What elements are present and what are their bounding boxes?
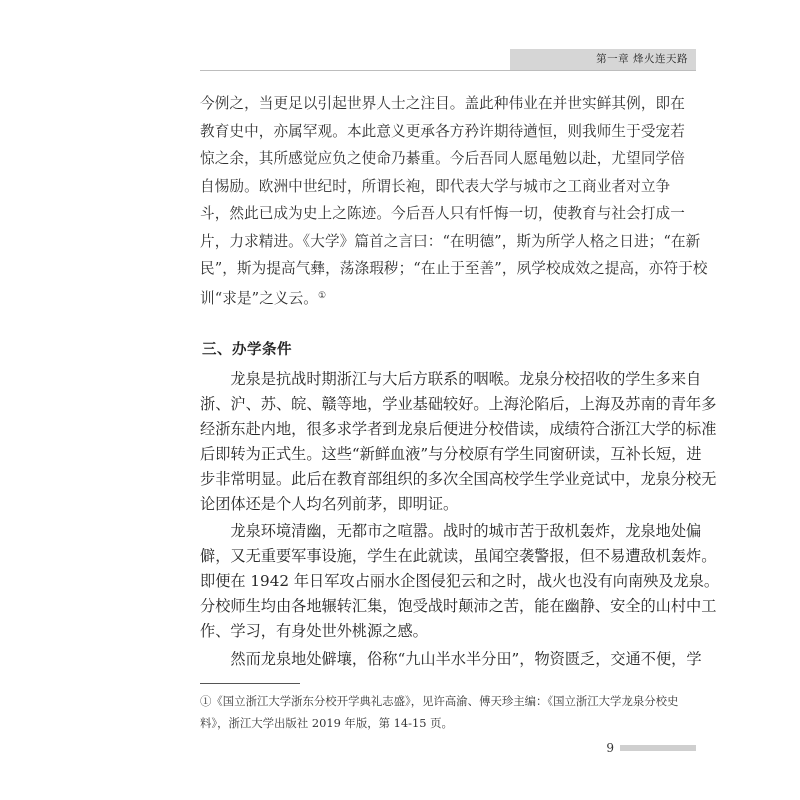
quote-line-last (200, 283, 640, 313)
quote-line: 今例之，当更足以引起世界人士之注目。盖此种伟业在并世实鲜其例，即在 (200, 95, 685, 112)
footnote-line: ①《国立浙江大学浙东分校开学典礼志盛》，见许高渝、傅天珍主编：《国立浙江大学龙泉分校史 (200, 694, 679, 708)
paragraph (200, 367, 717, 516)
body-line: 作、学习，有身处世外桃源之感。 (200, 622, 428, 641)
body-line: 分校师生均由各地辗转汇集，饱受战时颠沛之苦，能在幽静、安全的山村中工 (200, 597, 717, 616)
body-text (200, 367, 720, 672)
paragraph (200, 647, 702, 672)
paragraph (200, 519, 720, 644)
quote-line: 自惕励。欧洲中世纪时，所谓长袍，即代表大学与城市之工商业者对立争 (200, 177, 671, 195)
footnote (200, 690, 679, 734)
page-number: 9 (606, 741, 614, 755)
running-header (510, 49, 696, 70)
quote-line: 片，力求精进。《大学》篇首之言曰：“在明德”，斯为所学人格之日进；“在新 (200, 232, 701, 250)
footnote-line: 料》，浙江大学出版社 2019 年版，第 14-15 页。 (200, 716, 453, 730)
footnote-rule (200, 683, 300, 684)
body-line: 后即转为正式生。这些“新鲜血液”与分校原有学生同窗研读，互补长短，进 (200, 444, 702, 463)
quoted-passage (200, 90, 708, 312)
section-heading: 三、办学条件 (202, 342, 292, 358)
body-line: 龙泉是抗战时期浙江与大后方联系的咽喉。龙泉分校招收的学生多来自 (200, 370, 702, 388)
body-line: 论团体还是个人均名列前茅，即明证。 (200, 494, 459, 513)
quote-line: 斗，然此已成为史上之陈迹。今后吾人只有忏悔一切，使教育与社会打成一 (200, 205, 685, 222)
body-line: 然而龙泉地处僻壤，俗称“九山半水半分田”，物资匮乏，交通不便，学 (200, 649, 702, 668)
body-line: 步非常明显。此后在教育部组织的多次全国高校学生学业竞试中，龙泉分校无 (200, 469, 717, 488)
body-line: 浙、沪、苏、皖、赣等地，学业基础较好。上海沦陷后，上海及苏南的青年多 (200, 394, 717, 413)
quote-line: 惊之余，其所感觉应负之使命乃綦重。今后吾同人愿黾勉以赴，尤望同学倍 (200, 150, 685, 167)
header-rule (200, 70, 696, 71)
body-line: 经浙东赴内地，很多求学者到龙泉后便进分校借读，成绩符合浙江大学的标准 (200, 419, 717, 438)
running-header-title: 第一章 烽火连天路 (596, 53, 688, 65)
footer-bar (620, 745, 696, 751)
body-line: 僻，又无重要军事设施，学生在此就读，虽闻空袭警报，但不易遭敌机轰炸。 (200, 547, 717, 566)
quote-line-text: 训“求是”之义云。 (200, 289, 318, 307)
footnote-reference[interactable]: ① (317, 290, 327, 301)
quote-line: 民”，斯为提高气彝，荡涤瑕秽；“在止于至善”，夙学校成效之提高，亦符于校 (200, 260, 708, 277)
body-line: 龙泉环境清幽，无都市之喧嚣。战时的城市苦于敌机轰炸，龙泉地处偏 (200, 522, 702, 541)
body-line: 即便在 1942 年日军攻占丽水企图侵犯云和之时，战火也没有向南殃及龙泉。 (200, 572, 720, 591)
quote-line: 教育史中，亦属罕观。本此意义更承各方矜许期待遒恒，则我师生于受宠若 (200, 122, 685, 140)
